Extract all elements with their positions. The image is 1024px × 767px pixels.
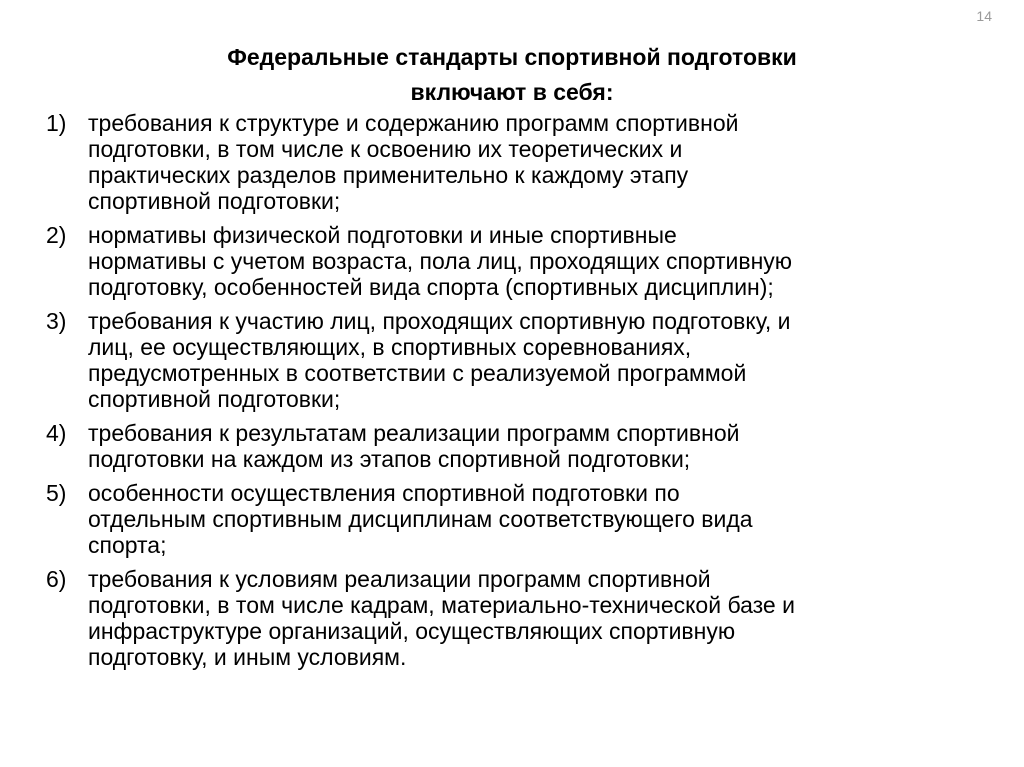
item-number: 2) <box>46 222 67 248</box>
list-item <box>46 308 986 412</box>
item-number: 4) <box>46 420 67 446</box>
page-number: 14 <box>976 8 992 24</box>
item-line: подготовки, в том числе к освоению их теоретических и <box>88 136 683 162</box>
item-number: 3) <box>46 308 67 334</box>
item-line: подготовки, в том числе кадрам, материально-технической базе и <box>88 592 795 618</box>
item-number: 1) <box>46 110 67 136</box>
title-line-2: включают в себя: <box>410 79 614 105</box>
item-number: 5) <box>46 480 67 506</box>
list-item <box>46 566 986 670</box>
item-number: 6) <box>46 566 67 592</box>
item-line: нормативы с учетом возраста, пола лиц, проходящих спортивную <box>88 248 793 274</box>
item-line: инфраструктуре организаций, осуществляющих спортивную <box>88 618 736 644</box>
item-line: практических разделов применительно к каждому этапу <box>88 162 689 188</box>
item-line: требования к участию лиц, проходящих спортивную подготовку, и <box>88 308 791 334</box>
list-item <box>46 480 986 558</box>
item-line: требования к результатам реализации программ спортивной <box>88 420 740 446</box>
item-line: подготовки на каждом из этапов спортивной подготовки; <box>88 446 691 472</box>
item-line: спорта; <box>88 532 167 558</box>
item-line: нормативы физической подготовки и иные спортивные <box>88 222 677 248</box>
item-line: отдельным спортивным дисциплинам соответствующего вида <box>88 506 753 532</box>
list-item <box>46 222 986 300</box>
item-line: предусмотренных в соответствии с реализуемой программой <box>88 360 747 386</box>
title-line-1: Федеральные стандарты спортивной подготовки <box>227 44 797 70</box>
item-line: подготовку, и иным условиям. <box>88 644 407 670</box>
item-line: спортивной подготовки; <box>88 386 341 412</box>
list-item <box>46 110 986 214</box>
item-line: лиц, ее осуществляющих, в спортивных соревнованиях, <box>88 334 692 360</box>
list-item <box>46 420 986 472</box>
item-line: спортивной подготовки; <box>88 188 341 214</box>
item-line: требования к структуре и содержанию программ спортивной <box>88 110 739 136</box>
item-line: подготовку, особенностей вида спорта (спортивных дисциплин); <box>88 274 774 300</box>
slide-title <box>0 40 1024 110</box>
item-line: особенности осуществления спортивной подготовки по <box>88 480 680 506</box>
item-line: требования к условиям реализации программ спортивной <box>88 566 711 592</box>
requirements-list <box>46 110 986 678</box>
